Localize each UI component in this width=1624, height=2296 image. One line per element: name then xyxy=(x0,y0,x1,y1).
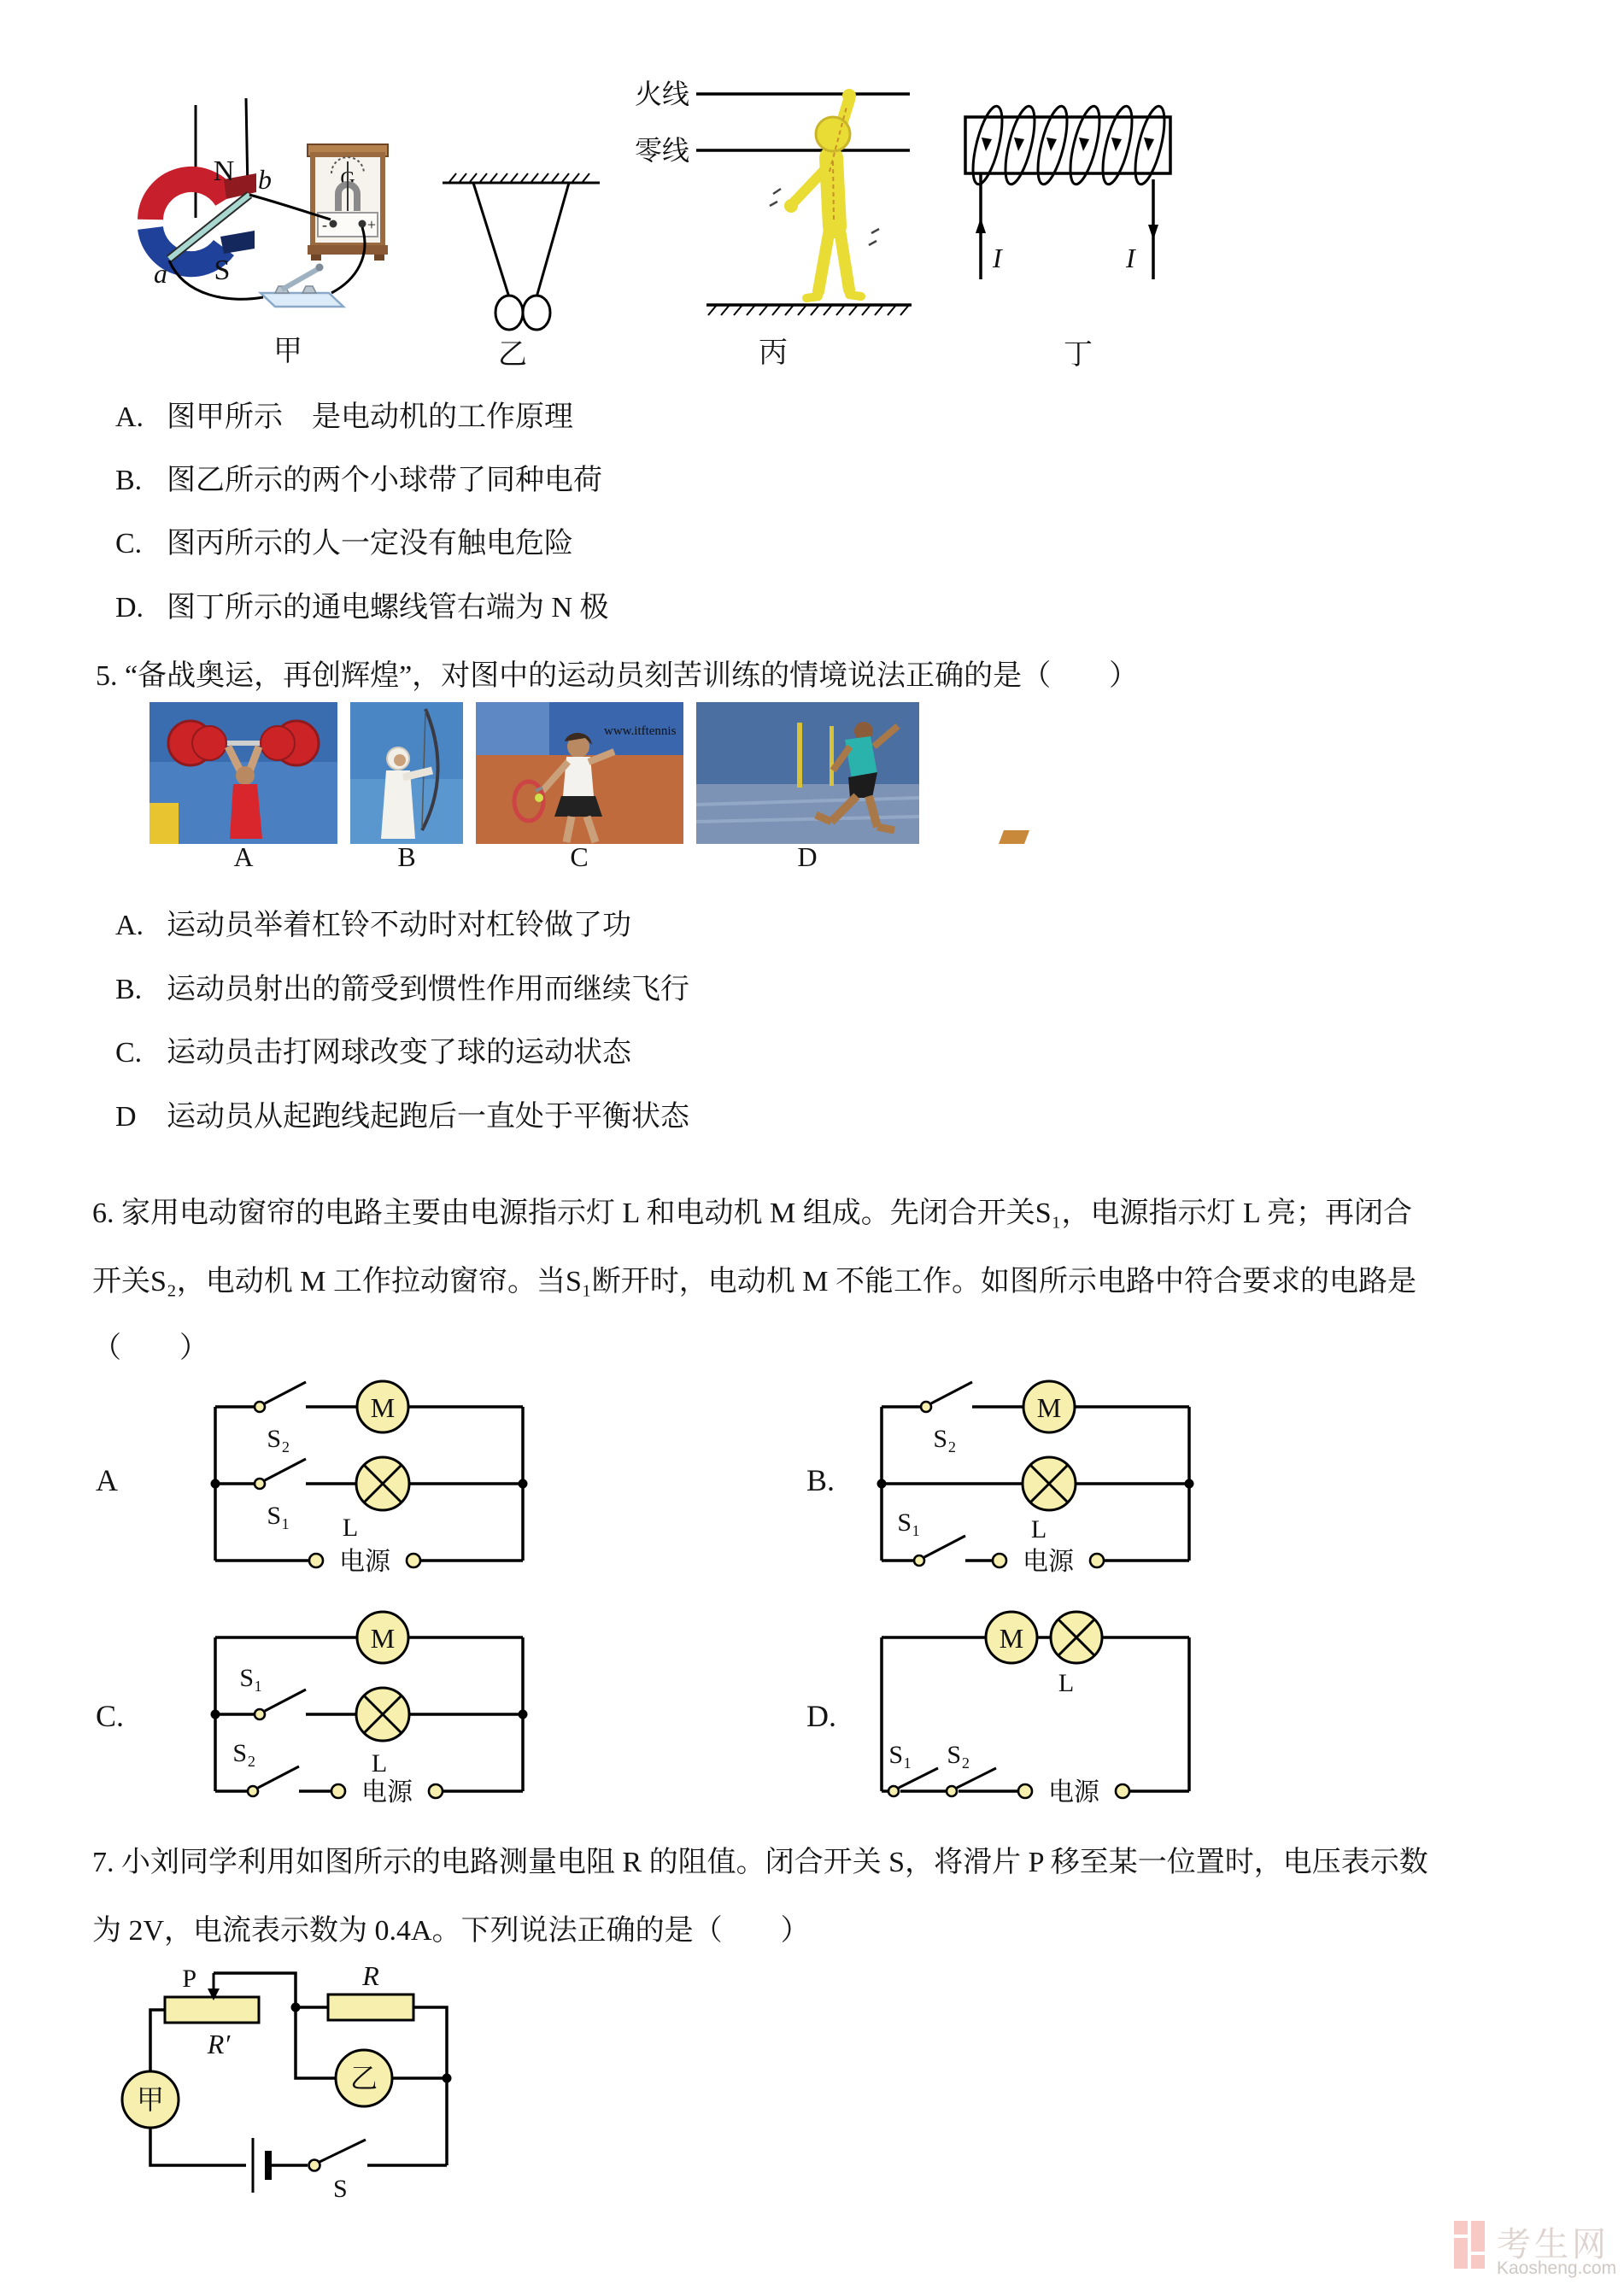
q7-meter-jia: 甲 xyxy=(136,2084,165,2115)
circuit-c-motor: M xyxy=(370,1623,396,1654)
q7-stem-line1: 7. 小刘同学利用如图所示的电路测量电阻 R 的阻值。闭合开关 S，将滑片 P 移至某一位置时，电压表示数 xyxy=(92,1847,1428,1878)
q5-option-d: D 运动员从起跑线起跑后一直处于平衡状态 xyxy=(115,1101,689,1133)
circuit-option-c xyxy=(190,1608,548,1821)
q7-meter-yi: 乙 xyxy=(349,2063,378,2094)
caption-bing: 丙 xyxy=(759,337,788,369)
photo-label-c: C xyxy=(570,841,589,872)
photo-archer xyxy=(350,702,463,844)
caption-jia: 甲 xyxy=(273,336,302,367)
figure-jia-electromagnetic-induction xyxy=(128,73,427,354)
circuit-d-s1: S₁ xyxy=(888,1741,912,1769)
current-left: I xyxy=(993,243,1002,273)
q7-stem-line2: 为 2V，电流表示数为 0.4A。下列说法正确的是（ ） xyxy=(92,1915,810,1947)
label-point-b: b xyxy=(258,164,272,195)
circuit-a-letter: A xyxy=(96,1463,118,1497)
label-point-a: a xyxy=(154,258,167,289)
watermark-site-name: 考生网 xyxy=(1497,2225,1609,2264)
q4-option-a: A. 图甲所示 是电动机的工作原理 xyxy=(115,401,573,433)
circuit-option-a xyxy=(190,1377,548,1590)
circuit-b-s2: S₂ xyxy=(933,1425,957,1453)
galvo-plus: + xyxy=(366,216,377,233)
q7-resistor-r: R xyxy=(362,1960,379,1991)
label-neutral-wire: 零线 xyxy=(635,135,690,166)
q7-slider-p: P xyxy=(182,1965,196,1993)
circuit-b-motor: M xyxy=(1036,1392,1062,1423)
photo-label-d: D xyxy=(797,841,818,872)
circuit-option-d xyxy=(856,1608,1215,1821)
q4-option-c: C. 图丙所示的人一定没有触电危险 xyxy=(115,528,573,559)
q5-stem: 5. “备战奥运，再创辉煌”，对图中的运动员刻苦训练的情境说法正确的是（ ） xyxy=(96,660,1139,692)
q5-option-b: B. 运动员射出的箭受到惯性作用而继续飞行 xyxy=(115,974,689,1005)
watermark-site-url: Kaosheng.com xyxy=(1497,2258,1617,2278)
circuit-a-s2: S₂ xyxy=(267,1425,290,1453)
q4-option-b: B. 图乙所示的两个小球带了同种电荷 xyxy=(115,465,602,496)
watermark-logo xyxy=(1454,2221,1468,2234)
q5-option-c: C. 运动员击打网球改变了球的运动状态 xyxy=(115,1037,631,1069)
figure-yi-hanging-balls xyxy=(436,171,607,337)
circuit-b-s1: S₁ xyxy=(897,1508,921,1537)
q7-measurement-circuit xyxy=(118,1960,460,2203)
q6-stem-line2: 开关S₂，电动机 M 工作拉动窗帘。当S₁断开时，电动机 M 不能工作。如图所示电路中符合要求的电路是 xyxy=(92,1266,1416,1297)
label-s-pole: S xyxy=(214,255,231,286)
photo-weightlifter xyxy=(150,702,337,844)
circuit-c-letter: C. xyxy=(96,1699,125,1733)
circuit-a-lamp: L xyxy=(342,1514,359,1542)
label-n-pole: N xyxy=(213,155,235,187)
q7-switch-s: S xyxy=(333,2175,348,2203)
caption-yi: 乙 xyxy=(498,339,527,371)
circuit-c-power: 电源 xyxy=(361,1778,413,1807)
circuit-d-lamp: L xyxy=(1058,1669,1075,1697)
circuit-d-motor: M xyxy=(999,1623,1024,1654)
label-live-wire: 火线 xyxy=(635,79,690,109)
q6-stem-line3: （ ） xyxy=(92,1332,208,1364)
q5-option-a: A. 运动员举着杠铃不动时对杠铃做了功 xyxy=(115,910,631,941)
figure-ding-solenoid xyxy=(955,98,1203,299)
circuit-b-power: 电源 xyxy=(1023,1548,1074,1576)
galvo-minus: - xyxy=(322,216,327,233)
watermark-kaosheng xyxy=(1442,2217,1621,2291)
galvanometer-g: G xyxy=(340,168,355,190)
circuit-c-s2: S₂ xyxy=(232,1739,256,1767)
figure-bing-electric-shock xyxy=(628,73,914,329)
photo-tennis-player xyxy=(476,702,683,844)
circuit-b-letter: B. xyxy=(806,1463,835,1497)
photo-label-b: B xyxy=(397,841,416,872)
photo-sprinter xyxy=(696,702,919,844)
q7-rheostat-label: R′ xyxy=(207,2029,231,2059)
circuit-c-lamp: L xyxy=(371,1749,388,1778)
circuit-d-s2: S₂ xyxy=(947,1741,970,1769)
circuit-a-motor: M xyxy=(370,1392,396,1423)
circuit-a-s1: S₁ xyxy=(267,1502,290,1530)
circuit-d-letter: D. xyxy=(806,1699,836,1733)
caption-ding: 丁 xyxy=(1064,339,1093,371)
circuit-b-lamp: L xyxy=(1030,1515,1047,1543)
q6-stem-line1: 6. 家用电动窗帘的电路主要由电源指示灯 L 和电动机 M 组成。先闭合开关S₁，电源指示灯 L 亮；再闭合 xyxy=(92,1198,1413,1229)
circuit-a-power: 电源 xyxy=(339,1548,390,1576)
banner-text: www.itftennis xyxy=(604,724,677,738)
circuit-option-b xyxy=(856,1377,1215,1590)
photo-label-a: A xyxy=(233,841,254,872)
current-right: I xyxy=(1126,243,1135,273)
q4-option-d: D. 图丁所示的通电螺线管右端为 N 极 xyxy=(115,592,609,624)
circuit-d-power: 电源 xyxy=(1048,1778,1099,1807)
circuit-c-s1: S₁ xyxy=(239,1664,263,1692)
